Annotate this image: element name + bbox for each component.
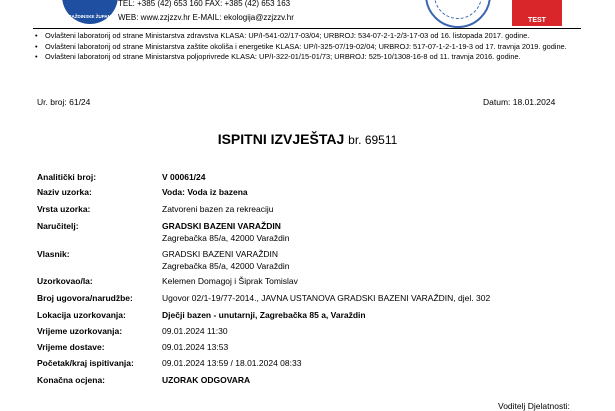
field-label: Početak/kraj ispitivanja: (37, 358, 134, 368)
field-address: Zagrebačka 85/a, 42000 Varaždin (162, 261, 290, 271)
field-value: GRADSKI BAZENI VARAŽDIN (162, 221, 281, 231)
field-label: Naručitelj: (37, 221, 79, 231)
report-number: br. 69511 (348, 133, 398, 147)
report-date: Datum: 18.01.2024 (483, 97, 556, 107)
bullet-icon: • (35, 41, 38, 51)
report-title: ISPITNI IZVJEŠTAJ (217, 131, 345, 147)
accreditation-item: • Ovlašteni laboratorij od strane Ministarstva poljoprivrede KLASA: UP/I-322-01/15-01/73; URBROJ: 525-10/1308-16-8 od 11. travnja 2016. godine. (35, 52, 521, 61)
institute-logo (62, 0, 118, 24)
field-value: Voda: Voda iz bazena (162, 187, 248, 197)
bullet-icon: • (35, 52, 38, 61)
field-value: GRADSKI BAZENI VARAŽDIN (162, 249, 279, 259)
signature-label: Voditelj Djelatnosti: (498, 401, 570, 411)
field-value: 09.01.2024 13:53 (162, 342, 229, 352)
reference-number: Ur. broj: 61/24 (37, 97, 91, 107)
field-value: V 00061/24 (162, 172, 206, 182)
field-label: Analitički broj: (37, 172, 97, 182)
contact-web-email: WEB: www.zzjzzv.hr E-MAIL: ekologija@zzjzzv.hr (118, 13, 294, 22)
field-label: Vrsta uzorka: (37, 204, 91, 214)
field-value: 09.01.2024 13:59 / 18.01.2024 08:33 (162, 358, 302, 368)
field-value: 09.01.2024 11:30 (162, 326, 228, 336)
seal-inner-ring (434, 0, 482, 19)
field-value: Zatvoreni bazen za rekreaciju (162, 204, 274, 214)
accreditation-list (33, 31, 588, 63)
accreditation-seal (425, 0, 491, 28)
contact-phone-fax: TEL: +385 (42) 653 160 FAX: +385 (42) 653 163 (118, 0, 291, 8)
bullet-icon: • (35, 31, 38, 40)
logo-emblem (62, 0, 118, 24)
test-logo-text: TEST (528, 17, 546, 24)
field-label: Vrijeme uzorkovanja: (37, 326, 123, 336)
field-address: Zagrebačka 85/a, 42000 Varaždin (162, 233, 290, 243)
page-title (0, 131, 615, 147)
field-label: Naziv uzorka: (37, 187, 92, 197)
field-value: Kelemen Domagoj i Šiprak Tomislav (162, 276, 298, 286)
logo-text: VARAŽDINSKE ŽUPANIJE (62, 14, 118, 19)
field-value: Ugovor 02/1-19/77-2014., JAVNA USTANOVA GRADSKI BAZENI VARAŽDIN, djel. 302 (162, 293, 491, 303)
field-value: Dječji bazen - unutarnji, Zagrebačka 85 a, Varaždin (162, 310, 366, 320)
field-label: Vlasnik: (37, 249, 70, 259)
field-label: Lokacija uzorkovanja: (37, 310, 126, 320)
field-label: Vrijeme dostave: (37, 342, 105, 352)
field-label: Broj ugovora/narudžbe: (37, 293, 133, 303)
accreditation-item: • Ovlašteni laboratorij od strane Ministarstva zaštite okoliša i energetike KLASA: UP/I-325-07/19-02/04; URBROJ: 517-07-1-2-1-19-3 od 17. travnja 2019. godine. (35, 41, 567, 51)
field-label: Uzorkovao/la: (37, 276, 93, 286)
field-value: UZORAK ODGOVARA (162, 375, 251, 385)
accreditation-item: • Ovlašteni laboratorij od strane Ministarstva zdravstva KLASA: UP/I-541-02/17-03/04; URBROJ: 534-07-2-1-2/3-17-03 od 16. listopada 2017. godine. (35, 31, 530, 40)
header-divider (33, 28, 581, 29)
field-label: Konačna ocjena: (37, 375, 106, 385)
test-logo (512, 0, 562, 26)
